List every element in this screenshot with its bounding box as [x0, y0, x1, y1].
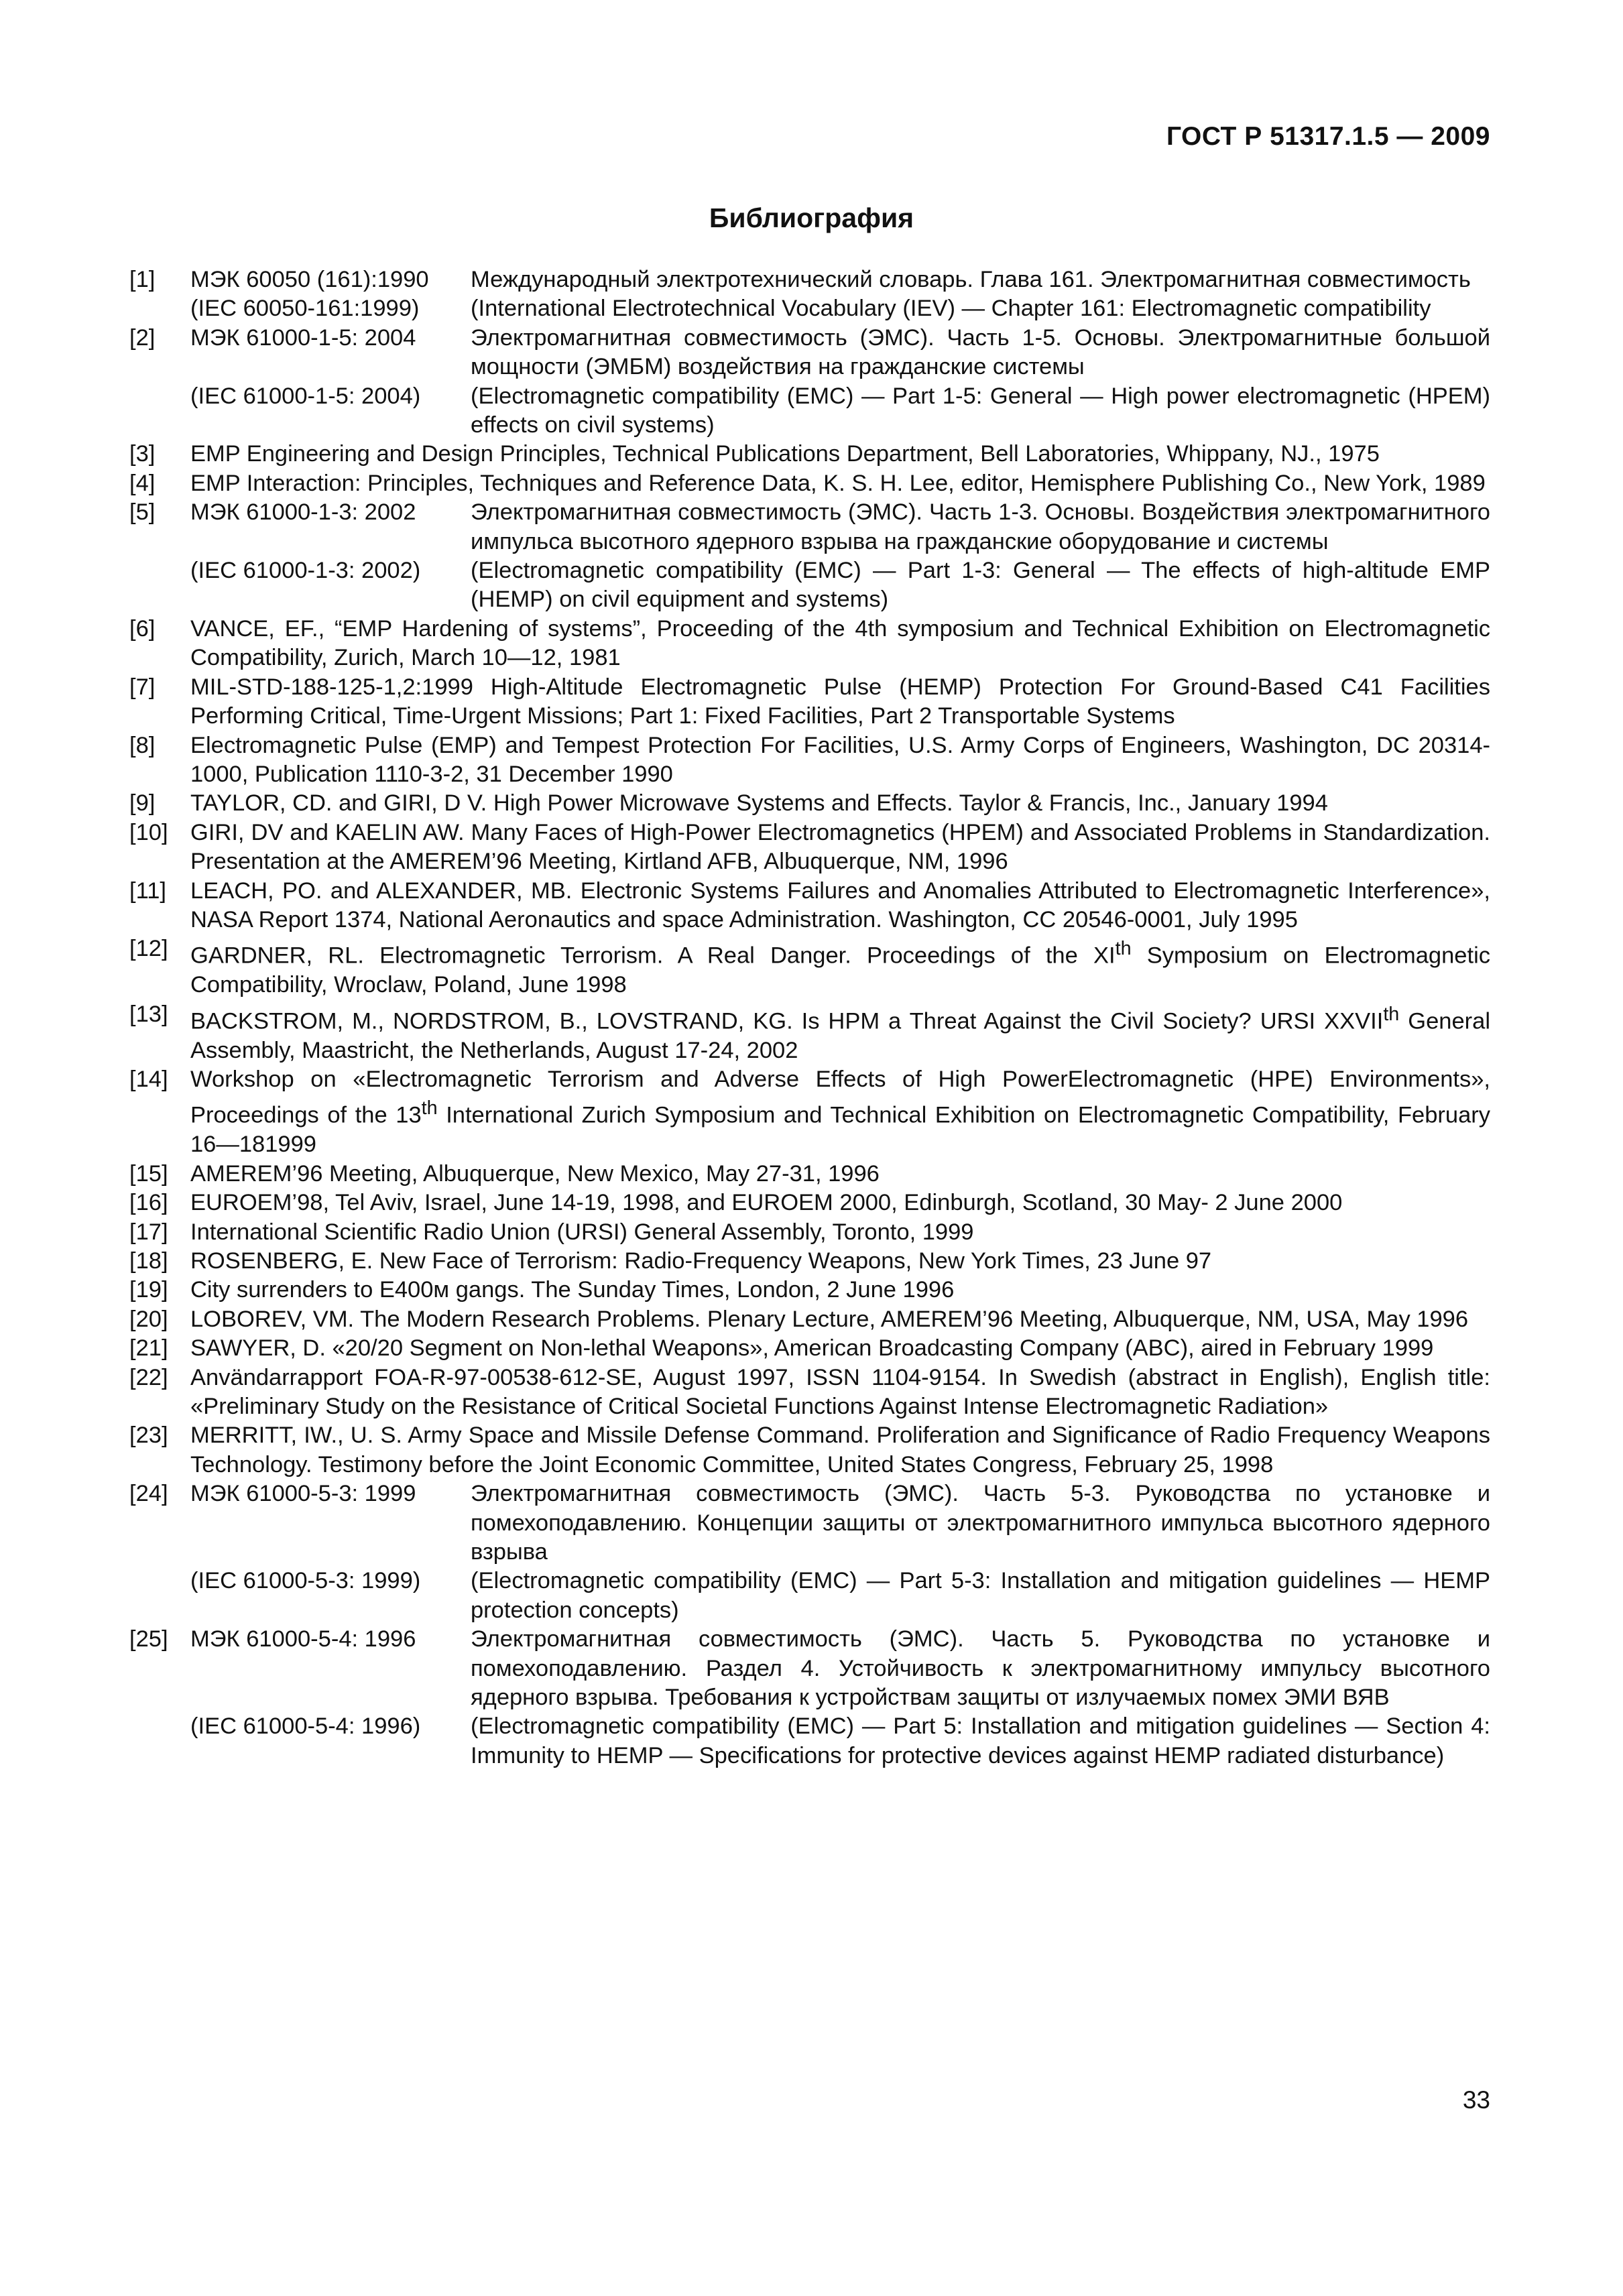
reference-item [129, 324, 1490, 440]
standard-code: МЭК 61000-5-3: 1999 [190, 1481, 416, 1507]
reference-body [190, 615, 1490, 673]
reference-body [190, 934, 1490, 1000]
reference-text-part: Workshop on «Electromagnetic Terrorism and Adverse Effects of High PowerElectromagnetic (HPE) Environments», Proceedings of the 13 [190, 1066, 1490, 1128]
reference-number: [3] [129, 441, 156, 467]
reference-text: EMP Interaction: Principles, Techniques and Reference Data, K. S. H. Lee, editor, Hemisphere Publishing Co., New York, 1989 [190, 470, 1486, 496]
reference-body [190, 1000, 1490, 1065]
standard-title: (Electromagnetic compatibility (EMC) — Part 1-5: General — High power electromagnetic (HPEM) effects on civil systems) [471, 383, 1490, 438]
reference-item [129, 731, 1490, 790]
reference-text: ROSENBERG, E. New Face of Terrorism: Radio-Frequency Weapons, New York Times, 23 June 97 [190, 1248, 1212, 1274]
reference-item [129, 265, 1490, 324]
reference-body [190, 789, 1490, 818]
standard-title: (Electromagnetic compatibility (EMC) — Part 5: Installation and mitigation guidelines — Section 4: Immunity to HEMP — Specifications for protective devices against HEMP radiated disturbance) [471, 1713, 1490, 1768]
standard-entry [190, 382, 1490, 440]
reference-text: SAWYER, D. «20/20 Segment on Non-lethal Weapons», American Broadcasting Company (ABC), aired in February 1999 [190, 1335, 1434, 1362]
reference-body [190, 673, 1490, 731]
reference-text: LOBOREV, VM. The Modern Research Problems. Plenary Lecture, AMEREM’96 Meeting, Albuquerque, NM, USA, May 1996 [190, 1306, 1469, 1332]
reference-number: [12] [129, 936, 168, 962]
standard-code: (IEC 61000-1-5: 2004) [190, 383, 421, 409]
reference-item [129, 1305, 1490, 1334]
reference-item [129, 1000, 1490, 1065]
reference-text-part: Symposium on Electromagnetic Compatibility, Wroclaw, Poland, June 1998 [190, 943, 1490, 998]
standard-title: Электромагнитная совместимость (ЭМС). Часть 5-3. Руководства по установке и помехоподавлению. Концепции защиты от электромагнитного импульса высотного ядерного взрыва [471, 1481, 1490, 1565]
reference-body [190, 819, 1490, 877]
reference-number: [10] [129, 819, 168, 845]
reference-body [190, 1305, 1490, 1334]
reference-body [190, 440, 1490, 469]
page-number: 33 [1462, 2086, 1490, 2114]
reference-text-part: BACKSTROM, M., NORDSTROM, B., LOVSTRAND, KG. Is HPM a Threat Against the Civil Society? URSI XXVII [190, 1008, 1384, 1034]
reference-number: [21] [129, 1335, 168, 1362]
standard-code: (IEC 61000-5-4: 1996) [190, 1713, 421, 1740]
reference-text [190, 1065, 1490, 1160]
reference-body [190, 1334, 1490, 1363]
standard-code: (IEC 60050-161:1999) [190, 296, 420, 322]
reference-text: MIL-STD-188-125-1,2:1999 High-Altitude Electromagnetic Pulse (HEMP) Protection For Ground-Based C41 Facilities Performing Critical, Time-Urgent Missions; Part 1: Fixed Facilities, Part 2 Transportable Systems [190, 674, 1490, 729]
ordinal-superscript: th [1115, 938, 1132, 960]
reference-number: [24] [129, 1481, 168, 1507]
ordinal-superscript: th [421, 1097, 438, 1120]
reference-item [129, 1160, 1490, 1189]
reference-body [190, 1625, 1490, 1770]
standard-title: (Electromagnetic compatibility (EMC) — Part 5-3: Installation and mitigation guidelines — HEMP protection concepts) [471, 1568, 1490, 1623]
reference-item [129, 469, 1490, 498]
reference-number: [16] [129, 1190, 168, 1216]
reference-body [190, 1364, 1490, 1422]
reference-number: [5] [129, 499, 156, 526]
reference-number: [8] [129, 732, 156, 758]
reference-body [190, 731, 1490, 790]
reference-text: GIRI, DV and KAELIN AW. Many Faces of High-Power Electromagnetics (HPEM) and Associated Problems in Standardization. Presentation at the AMEREM’96 Meeting, Kirtland AFB, Albuquerque, NM, 1996 [190, 819, 1490, 875]
standard-title: Электромагнитная совместимость (ЭМС). Часть 1-5. Основы. Электромагнитные большой мощности (ЭМБМ) воздействия на гражданские системы [471, 324, 1490, 380]
standard-code: МЭК 61000-5-4: 1996 [190, 1626, 416, 1652]
reference-text: Electromagnetic Pulse (EMP) and Tempest Protection For Facilities, U.S. Army Corps of Engineers, Washington, DC 20314-1000, Publication 1110-3-2, 31 December 1990 [190, 732, 1490, 787]
reference-item [129, 1247, 1490, 1276]
reference-item [129, 1218, 1490, 1247]
standard-code: (IEC 61000-1-3: 2002) [190, 558, 421, 584]
standard-entry [190, 1479, 1490, 1567]
reference-number: [23] [129, 1423, 168, 1449]
reference-number: [20] [129, 1306, 168, 1332]
standard-code: МЭК 61000-1-5: 2004 [190, 324, 416, 351]
reference-item [129, 877, 1490, 935]
reference-text: LEACH, PO. and ALEXANDER, MB. Electronic Systems Failures and Anomalies Attributed to Electromagnetic Interference», NASA Report 1374, National Aeronautics and space Administration. Washington, CC 20546-0001, July 1995 [190, 878, 1490, 932]
reference-text: City surrenders to E400м gangs. The Sunday Times, London, 2 June 1996 [190, 1277, 955, 1303]
reference-number: [1] [129, 267, 156, 292]
bibliography-list [129, 265, 1490, 1770]
reference-number: [19] [129, 1277, 168, 1303]
reference-item [129, 1625, 1490, 1770]
ordinal-superscript: th [1383, 1003, 1400, 1025]
reference-body [190, 877, 1490, 935]
reference-item [129, 1189, 1490, 1217]
reference-item [129, 615, 1490, 673]
reference-number: [14] [129, 1066, 168, 1092]
reference-number: [25] [129, 1626, 168, 1652]
standard-title: (Electromagnetic compatibility (EMC) — Part 1-3: General — The effects of high-altitude EMP (HEMP) on civil equipment and systems) [471, 558, 1490, 613]
reference-text: EUROEM’98, Tel Aviv, Israel, June 14-19, 1998, and EUROEM 2000, Edinburgh, Scotland, 30 May- 2 June 2000 [190, 1190, 1343, 1216]
standard-title: (International Electrotechnical Vocabulary (IEV) — Chapter 161: Electromagnetic compatibility [471, 296, 1431, 322]
reference-number: [11] [129, 878, 166, 904]
standard-entry [190, 324, 1490, 382]
reference-number: [2] [129, 324, 156, 351]
reference-number: [7] [129, 674, 156, 700]
document-code-header: ГОСТ Р 51317.1.5 — 2009 [1166, 122, 1490, 151]
standard-entry [190, 294, 1490, 323]
bibliography-title: Библиография [709, 202, 914, 233]
reference-text: TAYLOR, CD. and GIRI, D V. High Power Microwave Systems and Effects. Taylor & Francis, Inc., January 1994 [190, 790, 1328, 817]
standard-code: МЭК 61000-1-3: 2002 [190, 499, 416, 526]
standard-code: (IEC 61000-5-3: 1999) [190, 1568, 421, 1594]
reference-body [190, 1421, 1490, 1479]
reference-number: [22] [129, 1364, 168, 1390]
standard-entry [190, 498, 1490, 556]
reference-item [129, 1276, 1490, 1305]
reference-body [190, 1218, 1490, 1247]
reference-number: [17] [129, 1219, 168, 1245]
reference-body [190, 1189, 1490, 1217]
reference-item [129, 1364, 1490, 1422]
reference-item [129, 673, 1490, 731]
standard-entry [190, 1625, 1490, 1712]
reference-item [129, 1334, 1490, 1363]
reference-item [129, 440, 1490, 469]
standard-title: Международный электротехнический словарь. Глава 161. Электромагнитная совместимость [471, 267, 1471, 292]
reference-text-part: International Zurich Symposium and Technical Exhibition on Electromagnetic Compatibility, February 16—181999 [190, 1102, 1490, 1158]
reference-body [190, 324, 1490, 440]
reference-item [129, 1065, 1490, 1160]
reference-text: EMP Engineering and Design Principles, Technical Publications Department, Bell Laboratories, Whippany, NJ., 1975 [190, 441, 1380, 467]
reference-text: MERRITT, IW., U. S. Army Space and Missile Defense Command. Proliferation and Significance of Radio Frequency Weapons Technology. Testimony before the Joint Economic Committee, United States Congress, February 25, 1998 [190, 1423, 1490, 1477]
reference-number: [6] [129, 615, 156, 642]
reference-body [190, 1247, 1490, 1276]
reference-item [129, 819, 1490, 877]
standard-title: Электромагнитная совместимость (ЭМС). Часть 1-3. Основы. Воздействия электромагнитного импульса высотного ядерного взрыва на гражданские оборудование и системы [471, 499, 1490, 554]
reference-body [190, 469, 1490, 498]
reference-body [190, 1065, 1490, 1160]
reference-text: AMEREM’96 Meeting, Albuquerque, New Mexico, May 27-31, 1996 [190, 1160, 880, 1187]
reference-number: [15] [129, 1160, 168, 1187]
standard-entry [190, 556, 1490, 615]
reference-text-part: General Assembly, Maastricht, the Netherlands, August 17-24, 2002 [190, 1008, 1490, 1063]
reference-text [190, 1000, 1490, 1065]
standard-entry [190, 265, 1490, 294]
reference-body [190, 1276, 1490, 1305]
reference-body [190, 1160, 1490, 1189]
reference-number: [13] [129, 1001, 168, 1027]
standard-title: Электромагнитная совместимость (ЭМС). Часть 5. Руководства по установке и помехоподавлению. Раздел 4. Устойчивость к электромагнитному импульсу высотного ядерного взрыва. Требования к устройствам защиты от излучаемых помех ЭМИ ВЯВ [471, 1626, 1490, 1710]
reference-number: [18] [129, 1248, 168, 1274]
reference-item [129, 1479, 1490, 1625]
reference-text: International Scientific Radio Union (URSI) General Assembly, Toronto, 1999 [190, 1219, 974, 1245]
standard-entry [190, 1567, 1490, 1625]
reference-text: VANCE, EF., “EMP Hardening of systems”, Proceeding of the 4th symposium and Technical Exhibition on Electromagnetic Compatibility, Zurich, March 10—12, 1981 [190, 615, 1490, 671]
reference-text [190, 934, 1490, 1000]
reference-number: [9] [129, 790, 156, 817]
reference-body [190, 265, 1490, 324]
reference-text-part: GARDNER, RL. Electromagnetic Terrorism. A Real Danger. Proceedings of the XI [190, 943, 1116, 969]
standard-entry [190, 1712, 1490, 1770]
reference-item [129, 789, 1490, 818]
reference-item [129, 1421, 1490, 1479]
reference-item [129, 934, 1490, 1000]
reference-body [190, 1479, 1490, 1625]
reference-item [129, 498, 1490, 615]
reference-text: Användarrapport FOA-R-97-00538-612-SE, August 1997, ISSN 1104-9154. In Swedish (abstract in English), English title: «Preliminary Study on the Resistance of Critical Societal Functions Against Intense Electromagnetic Radiation» [190, 1364, 1490, 1419]
reference-number: [4] [129, 470, 156, 496]
standard-code: МЭК 60050 (161):1990 [190, 267, 429, 292]
reference-body [190, 498, 1490, 615]
